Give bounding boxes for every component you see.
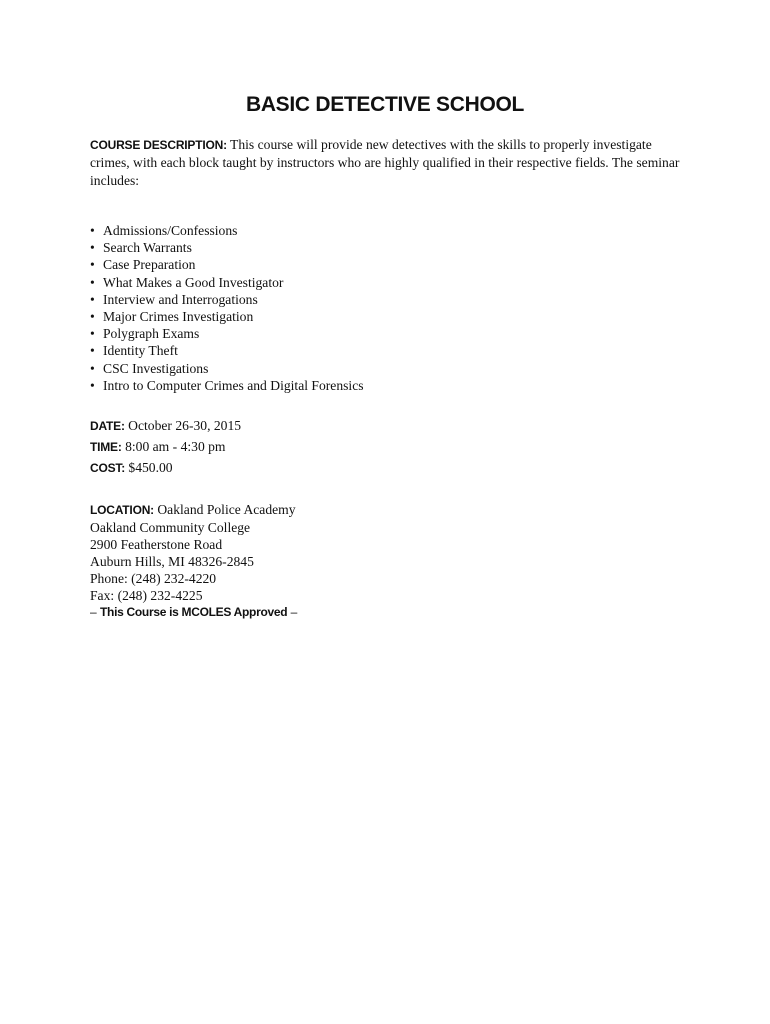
- approval-suffix: –: [287, 605, 298, 619]
- course-description-text: This course will provide new detectives with the skills to properly investigate crimes, with each block taught by instructors who are highly qualified in their respective fields. The seminar includes:: [90, 137, 680, 188]
- list-item: [90, 274, 690, 291]
- cost-label: COST:: [90, 461, 126, 475]
- topic-label: What Makes a Good Investigator: [103, 274, 284, 290]
- location-line: [90, 501, 690, 519]
- topic-label: Identity Theft: [103, 343, 178, 359]
- topic-label: Interview and Interrogations: [103, 291, 258, 307]
- fax-line: Fax: (248) 232-4225: [90, 588, 203, 603]
- bullet-icon: •: [90, 257, 95, 273]
- approval-prefix: –: [90, 605, 101, 619]
- topic-label: Polygraph Exams: [103, 326, 200, 342]
- address-line: Auburn Hills, MI 48326-2845: [90, 554, 254, 569]
- time-label: TIME:: [90, 440, 122, 454]
- bullet-icon: •: [90, 377, 95, 393]
- location-block: [90, 501, 690, 621]
- topic-label: Case Preparation: [103, 257, 196, 273]
- bullet-icon: •: [90, 360, 95, 376]
- document-title: BASIC DETECTIVE SCHOOL: [245, 93, 525, 116]
- time-line: [90, 438, 690, 456]
- bullet-icon: •: [90, 240, 95, 256]
- list-item: [90, 342, 690, 359]
- course-description: [90, 136, 680, 190]
- topic-list: [90, 222, 690, 394]
- cost-value: $450.00: [125, 460, 173, 475]
- date-line: [90, 417, 690, 435]
- bullet-icon: •: [90, 223, 95, 238]
- topic-label: Admissions/Confessions: [103, 223, 238, 238]
- list-item: [90, 360, 690, 377]
- date-value: October 26-30, 2015: [124, 418, 242, 433]
- address-line: 2900 Featherstone Road: [90, 537, 223, 552]
- list-item: [90, 239, 690, 256]
- list-item: [90, 256, 690, 273]
- bullet-icon: •: [90, 343, 95, 359]
- list-item: [90, 291, 690, 308]
- list-item: [90, 308, 690, 325]
- location-value: Oakland Police Academy: [153, 502, 296, 517]
- cost-line: [90, 459, 690, 477]
- time-value: 8:00 am - 4:30 pm: [121, 439, 226, 454]
- date-label: DATE:: [90, 419, 125, 433]
- bullet-icon: •: [90, 291, 95, 307]
- phone-line: Phone: (248) 232-4220: [90, 571, 217, 586]
- location-label: LOCATION:: [90, 503, 154, 517]
- topic-label: Search Warrants: [103, 240, 192, 256]
- approval-note: [90, 604, 690, 621]
- approval-text: This Course is MCOLES Approved: [100, 605, 288, 619]
- topic-label: Major Crimes Investigation: [103, 309, 254, 325]
- topic-label: CSC Investigations: [103, 360, 209, 376]
- bullet-icon: •: [90, 309, 95, 325]
- list-item: [90, 377, 690, 394]
- list-item: [90, 222, 690, 239]
- bullet-icon: •: [90, 274, 95, 290]
- bullet-icon: •: [90, 326, 95, 342]
- address-line: Oakland Community College: [90, 520, 251, 535]
- topic-label: Intro to Computer Crimes and Digital Forensics: [103, 377, 364, 393]
- list-item: [90, 325, 690, 342]
- course-description-label: COURSE DESCRIPTION:: [90, 138, 227, 152]
